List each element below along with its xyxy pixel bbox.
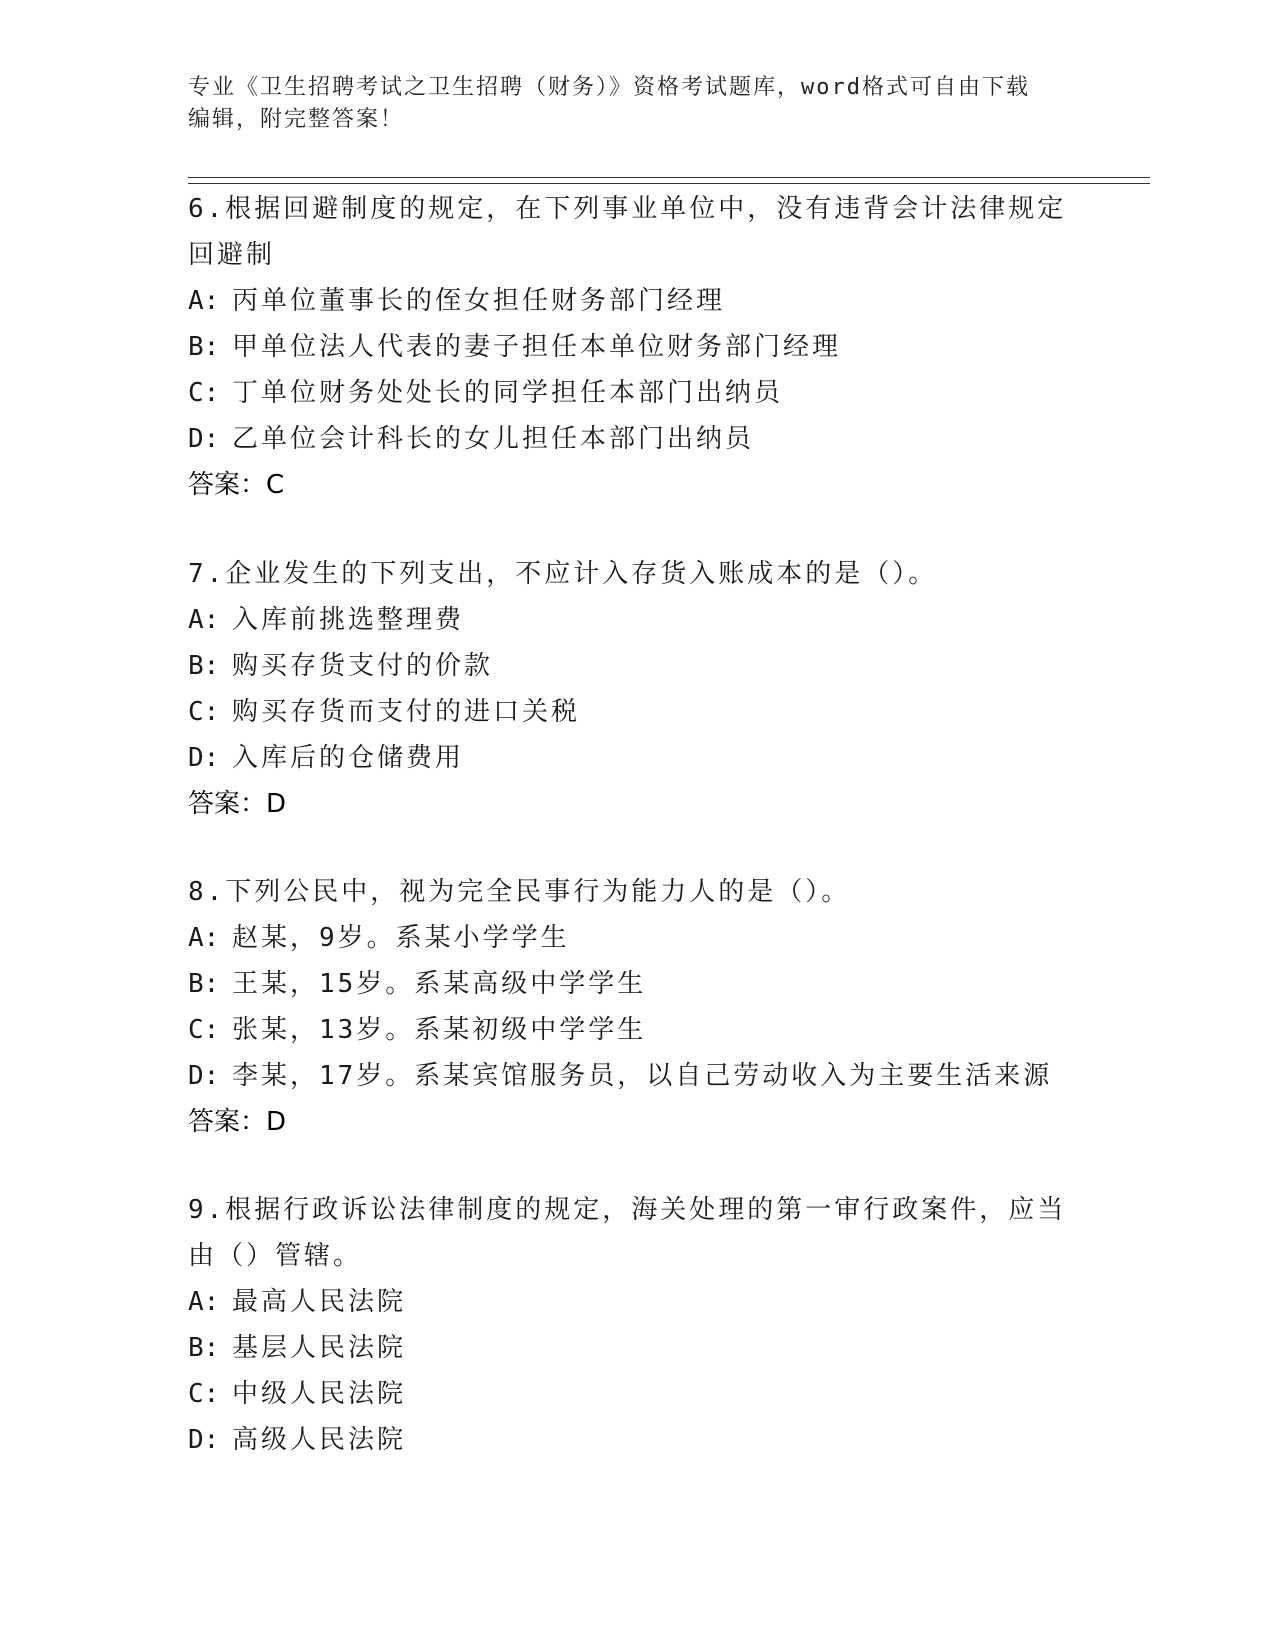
option-b (188, 324, 1088, 370)
option-key: D: (188, 743, 220, 773)
option-c (188, 370, 1088, 416)
question-text-line-1: 7.企业发生的下列支出，不应计入存货入账成本的是（）。 (188, 559, 938, 589)
option-key: B: (188, 332, 220, 362)
option-key: A: (188, 923, 220, 953)
option-key: C: (188, 697, 220, 727)
option-key: B: (188, 651, 220, 681)
option-text: 张某，13岁。系某初级中学学生 (232, 1015, 647, 1045)
question-text-line-2: 由（）管辖。 (188, 1241, 363, 1271)
option-key: B: (188, 969, 220, 999)
option-text: 购买存货而支付的进口关税 (232, 697, 581, 727)
option-key: C: (188, 1379, 220, 1409)
option-key: A: (188, 605, 220, 635)
option-text: 高级人民法院 (232, 1425, 407, 1455)
option-text: 入库前挑选整理费 (232, 605, 465, 635)
option-text: 入库后的仓储费用 (232, 743, 465, 773)
option-a (188, 278, 1088, 324)
option-c (188, 1371, 1088, 1417)
option-text: 丁单位财务处处长的同学担任本部门出纳员 (232, 378, 784, 408)
option-text: 基层人民法院 (232, 1333, 407, 1363)
option-text: 中级人民法院 (232, 1379, 407, 1409)
question-text-line-1: 9.根据行政诉讼法律制度的规定，海关处理的第一审行政案件，应当 (188, 1195, 1067, 1225)
option-text: 甲单位法人代表的妻子担任本单位财务部门经理 (232, 332, 842, 362)
option-a (188, 915, 1088, 961)
option-text: 购买存货支付的价款 (232, 651, 494, 681)
question-text-line-1: 6.根据回避制度的规定，在下列事业单位中，没有违背会计法律规定 (188, 194, 1067, 224)
option-text: 赵某，9岁。系某小学学生 (232, 923, 570, 953)
option-key: D: (188, 1061, 220, 1091)
option-text: 李某，17岁。系某宾馆服务员，以自己劳动收入为主要生活来源 (232, 1061, 1053, 1091)
option-c (188, 689, 1088, 735)
document-header (188, 72, 1088, 136)
option-c (188, 1007, 1088, 1053)
option-key: C: (188, 378, 220, 408)
option-key: A: (188, 286, 220, 316)
option-d (188, 416, 1088, 462)
option-key: A: (188, 1287, 220, 1317)
header-line-2: 编辑，附完整答案！ (188, 107, 405, 132)
question-8 (188, 869, 1088, 1145)
option-b (188, 643, 1088, 689)
header-divider-bottom (188, 183, 1150, 184)
question-text-line-2: 回避制 (188, 240, 276, 270)
header-line-1: 专业《卫生招聘考试之卫生招聘（财务）》资格考试题库，word格式可自由下载 (188, 75, 1030, 100)
question-9 (188, 1187, 1088, 1463)
option-d (188, 1417, 1088, 1463)
option-text: 乙单位会计科长的女儿担任本部门出纳员 (232, 424, 755, 454)
option-b (188, 961, 1088, 1007)
option-a (188, 597, 1088, 643)
option-a (188, 1279, 1088, 1325)
question-6 (188, 186, 1088, 508)
option-d (188, 735, 1088, 781)
question-text-line-1: 8.下列公民中，视为完全民事行为能力人的是（）。 (188, 877, 851, 907)
option-b (188, 1325, 1088, 1371)
answer-line: 答案：D (188, 789, 287, 819)
option-key: D: (188, 424, 220, 454)
answer-line: 答案：C (188, 470, 285, 500)
header-divider-top (188, 177, 1150, 178)
option-d (188, 1053, 1088, 1099)
option-key: D: (188, 1425, 220, 1455)
option-text: 丙单位董事长的侄女担任财务部门经理 (232, 286, 726, 316)
option-text: 王某，15岁。系某高级中学学生 (232, 969, 647, 999)
option-key: C: (188, 1015, 220, 1045)
answer-line: 答案：D (188, 1107, 287, 1137)
option-key: B: (188, 1333, 220, 1363)
option-text: 最高人民法院 (232, 1287, 407, 1317)
question-7 (188, 551, 1088, 827)
